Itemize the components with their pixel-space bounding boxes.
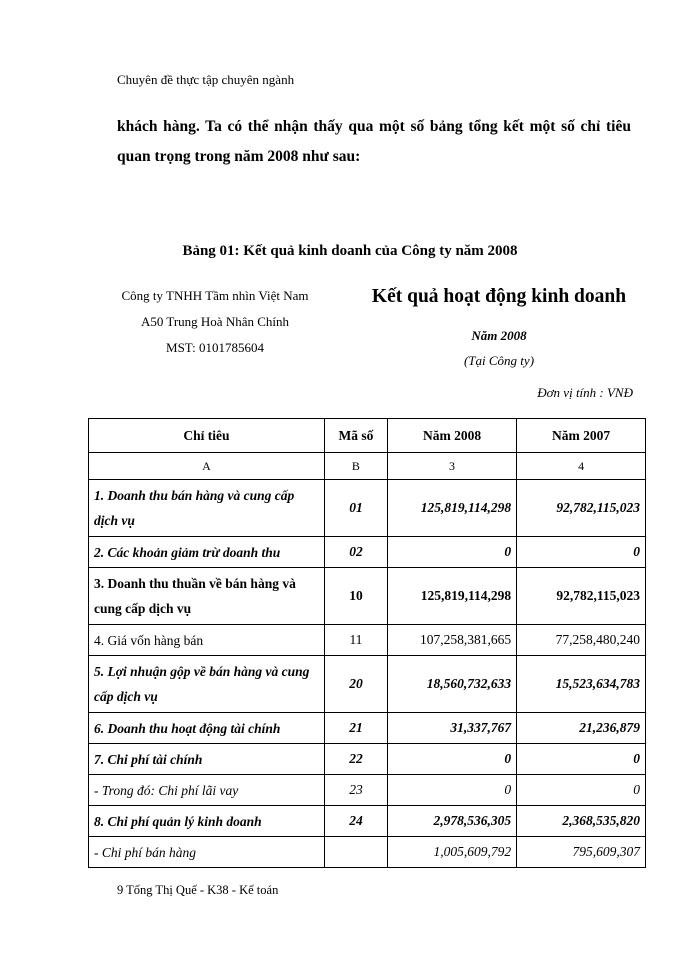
row-name: 7. Chi phí tài chính [89, 744, 325, 775]
index-cell: 4 [517, 453, 646, 480]
header-year-2007: Năm 2007 [517, 419, 646, 453]
row-code: 01 [324, 480, 387, 537]
company-address: A50 Trung Hoà Nhân Chính [140, 314, 290, 329]
row-code: 20 [324, 656, 387, 713]
row-value-2007: 92,782,115,023 [517, 568, 646, 625]
page-header: Chuyên đề thực tập chuyên ngành [117, 72, 295, 87]
page-footer: 9 Tống Thị Quế - K38 - Kế toán [117, 883, 279, 897]
report-year: Năm 2008 [471, 328, 527, 343]
currency-unit: Đơn vị tính : VNĐ [537, 385, 633, 400]
row-value-2007: 21,236,879 [517, 713, 646, 744]
row-value-2008: 0 [387, 744, 516, 775]
row-value-2007: 795,609,307 [517, 837, 646, 868]
company-tax-id: MST: 0101785604 [166, 340, 264, 355]
index-cell: A [89, 453, 325, 480]
table-row [89, 837, 646, 868]
row-value-2008: 18,560,732,633 [387, 656, 516, 713]
row-value-2008: 0 [387, 537, 516, 568]
header-code: Mã số [324, 419, 387, 453]
row-value-2007: 0 [517, 775, 646, 806]
row-value-2007: 0 [517, 537, 646, 568]
row-name: 8. Chi phí quản lý kinh doanh [89, 806, 325, 837]
table-row [89, 713, 646, 744]
table-row [89, 775, 646, 806]
row-value-2007: 92,782,115,023 [517, 480, 646, 537]
table-header-row [89, 419, 646, 453]
paragraph-line-2: quan trọng trong năm 2008 như sau: [117, 148, 361, 165]
table-caption: Bảng 01: Kết quả kinh doanh của Công ty năm 2008 [182, 243, 518, 259]
row-name: 2. Các khoản giảm trừ doanh thu [89, 537, 325, 568]
row-code: 02 [324, 537, 387, 568]
row-code: 21 [324, 713, 387, 744]
row-value-2007: 0 [517, 744, 646, 775]
report-title: Kết quả hoạt động kinh doanh [371, 286, 627, 307]
table-row [89, 537, 646, 568]
row-name: 4. Giá vốn hàng bán [89, 625, 325, 656]
header-indicator: Chỉ tiêu [89, 419, 325, 453]
paragraph-line-1: khách hàng. Ta có thể nhận thấy qua một số bảng tổng kết một số chỉ tiêu [117, 118, 631, 135]
row-name: - Chi phí bán hàng [89, 837, 325, 868]
table-row [89, 480, 646, 537]
row-name: 1. Doanh thu bán hàng và cung cấp dịch vụ [89, 480, 325, 537]
row-value-2008: 1,005,609,792 [387, 837, 516, 868]
row-name: - Trong đó: Chi phí lãi vay [89, 775, 325, 806]
row-name: 5. Lợi nhuận gộp về bán hàng và cung cấp dịch vụ [89, 656, 325, 713]
header-year-2008: Năm 2008 [387, 419, 516, 453]
row-code: 23 [324, 775, 387, 806]
row-value-2007: 15,523,634,783 [517, 656, 646, 713]
table-row [89, 806, 646, 837]
row-value-2008: 31,337,767 [387, 713, 516, 744]
company-info [96, 283, 334, 361]
row-code: 22 [324, 744, 387, 775]
row-value-2007: 77,258,480,240 [517, 625, 646, 656]
index-cell: 3 [387, 453, 516, 480]
table-row [89, 656, 646, 713]
row-code: 10 [324, 568, 387, 625]
index-cell: B [324, 453, 387, 480]
row-code: 24 [324, 806, 387, 837]
report-scope: (Tại Công ty) [463, 353, 535, 368]
row-name: 6. Doanh thu hoạt động tài chính [89, 713, 325, 744]
table-row [89, 744, 646, 775]
company-name: Công ty TNHH Tầm nhìn Việt Nam [121, 288, 309, 303]
row-value-2008: 0 [387, 775, 516, 806]
row-value-2008: 107,258,381,665 [387, 625, 516, 656]
row-name: 3. Doanh thu thuần về bán hàng và cung cấp dịch vụ [89, 568, 325, 625]
row-value-2008: 125,819,114,298 [387, 568, 516, 625]
table-row [89, 625, 646, 656]
business-results-table [88, 418, 646, 868]
row-value-2008: 125,819,114,298 [387, 480, 516, 537]
row-code [324, 837, 387, 868]
index-row [89, 453, 646, 480]
table-row [89, 568, 646, 625]
row-value-2008: 2,978,536,305 [387, 806, 516, 837]
row-code: 11 [324, 625, 387, 656]
row-value-2007: 2,368,535,820 [517, 806, 646, 837]
